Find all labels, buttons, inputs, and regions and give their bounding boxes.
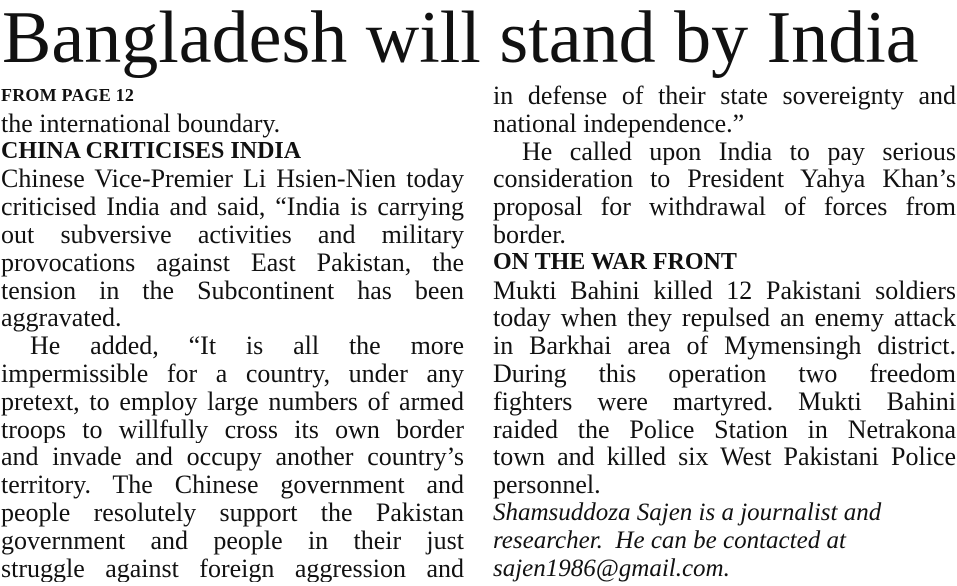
body-line: border. xyxy=(493,220,566,249)
jump-line: FROM PAGE 12 xyxy=(1,85,135,105)
body-line: personnel. xyxy=(493,471,601,499)
body-line: Mukti Bahini killed 12 Pakistani soldiers xyxy=(493,276,956,305)
body-line: impermissible for a country, under any xyxy=(1,359,464,388)
body-line: in Barkhai area of Mymensingh district. xyxy=(493,332,956,360)
author-email: sajen1986@gmail.com. xyxy=(493,554,730,582)
author-note xyxy=(493,499,956,582)
body-line: proposal for withdrawal of forces from xyxy=(493,193,956,221)
headline: Bangladesh will stand by India xyxy=(2,0,919,79)
body-line: town and killed six West Pakistani Police xyxy=(493,443,956,472)
subhead: ON THE WAR FRONT xyxy=(493,248,737,275)
paragraph xyxy=(493,277,956,499)
body-line: in defense of their state sovereignty and xyxy=(493,82,956,110)
subhead: CHINA CRITICISES INDIA xyxy=(1,137,302,164)
body-line: During this operation two freedom xyxy=(493,359,956,388)
body-line: Chinese Vice-Premier Li Hsien-Nien today xyxy=(1,165,464,194)
author-note-line: Shamsuddoza Sajen is a journalist and xyxy=(493,498,882,526)
body-line: troops to willfully cross its own border xyxy=(1,415,464,444)
body-line: raided the Police Station in Netrakona xyxy=(493,415,956,444)
body-line: tension in the Subcontinent has been xyxy=(1,276,464,305)
paragraph-continued xyxy=(493,82,956,138)
body-line: government and people in their just xyxy=(1,526,464,555)
body-line: provocations against East Pakistan, the xyxy=(1,248,464,277)
body-line: out subversive activities and military xyxy=(1,220,464,249)
body-line: struggle against foreign aggression and xyxy=(1,554,464,583)
body-line: aggravated. xyxy=(1,304,122,333)
author-note-line: researcher. He can be contacted at xyxy=(493,526,846,554)
paragraph xyxy=(493,138,956,249)
body-line: consideration to President Yahya Khan’s xyxy=(493,165,956,194)
paragraph xyxy=(1,165,464,332)
body-line: pretext, to employ large numbers of armed xyxy=(1,387,464,416)
body-line: He called upon India to pay serious xyxy=(522,137,956,166)
body-line: criticised India and said, “India is carrying xyxy=(1,193,464,221)
paragraph-continued xyxy=(1,110,464,138)
column-left xyxy=(1,82,464,582)
paragraph xyxy=(1,332,464,582)
body-line: and invade and occupy another country’s xyxy=(1,443,464,472)
body-line: fighters were martyred. Mukti Bahini xyxy=(493,387,956,416)
body-line: today when they repulsed an enemy attack xyxy=(493,304,956,333)
body-line: the international boundary. xyxy=(1,109,281,138)
body-line: people resolutely support the Pakistan xyxy=(1,498,464,527)
column-right xyxy=(493,82,956,582)
body-line: national independence.” xyxy=(493,109,745,138)
body-line: He added, “It is all the more xyxy=(30,332,464,360)
body-line: territory. The Chinese government and xyxy=(1,471,464,499)
